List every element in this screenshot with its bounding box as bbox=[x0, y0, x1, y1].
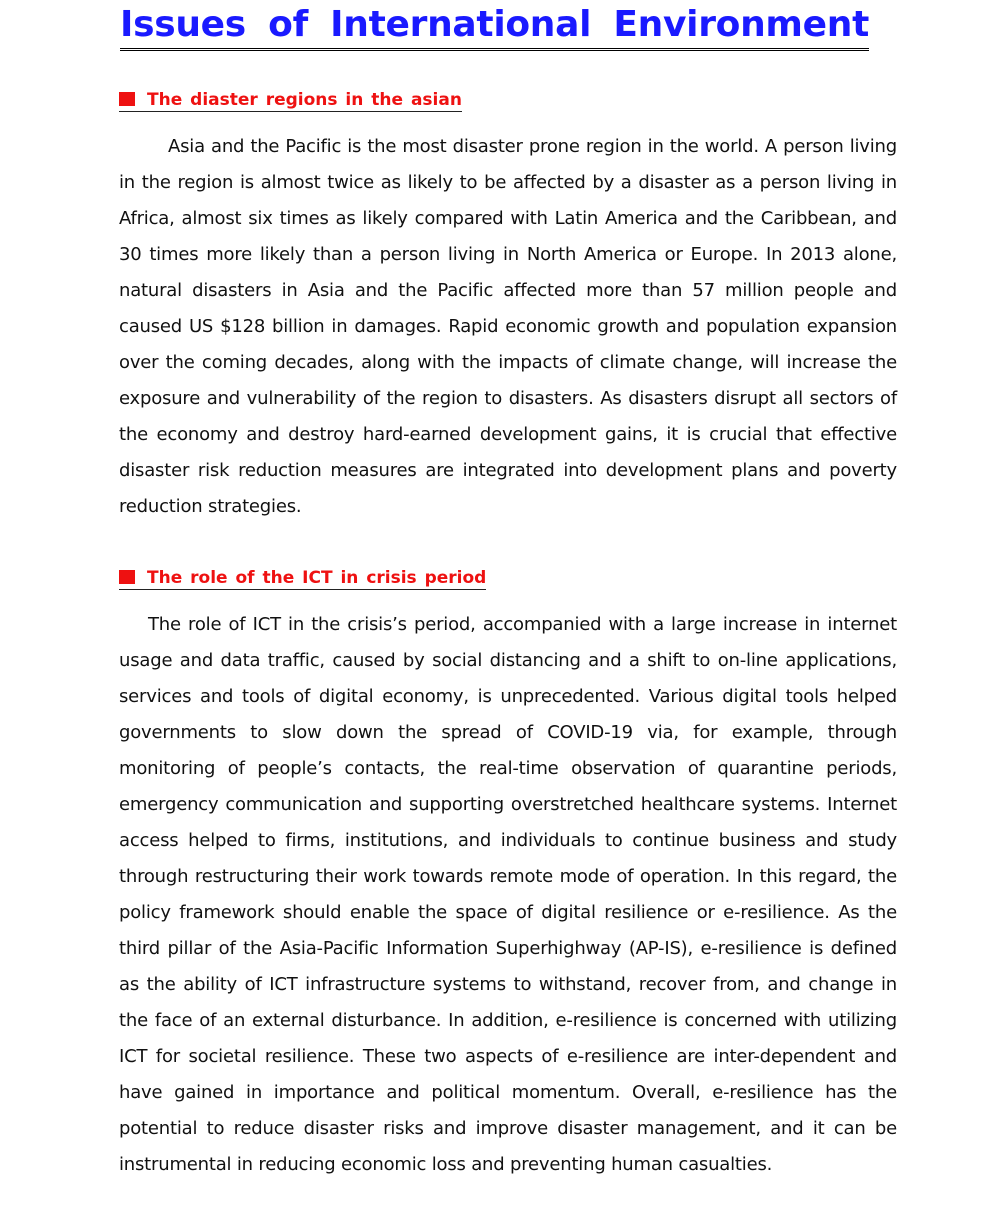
section-heading-text: The diaster regions in the asian bbox=[147, 90, 462, 110]
section-heading-text: The role of the ICT in crisis period bbox=[147, 568, 487, 588]
section-heading-ict-role bbox=[119, 567, 486, 590]
page-title: Issues of International Environment bbox=[120, 2, 869, 51]
section-body-disaster-regions: Asia and the Pacific is the most disaster prone region in the world. A person living in the region is almost twice as likely to be affected by a disaster as a person living in Africa, almost six times as likely compared with Latin America and the Caribbean, and 30 times more likely than a person living in North America or Europe. In 2013 alone, natural disasters in Asia and the Pacific affected more than 57 million people and caused US $128 billion in damages. Rapid economic growth and population expansion over the coming decades, along with the impacts of climate change, will increase the exposure and vulnerability of the region to disasters. As disasters disrupt all sectors of the economy and destroy hard-earned development gains, it is crucial that effective disaster risk reduction measures are integrated into development plans and poverty reduction strategies. bbox=[119, 136, 897, 517]
title-container bbox=[0, 2, 989, 51]
red-square-bullet-icon bbox=[119, 92, 135, 106]
section-body-ict-role: The role of ICT in the crisis’s period, accompanied with a large increase in internet usage and data traffic, caused by social distancing and a shift to on-line applications, services and tools of digital economy, is unprecedented. Various digital tools helped governments to slow down the spread of COVID-19 via, for example, through monitoring of people’s contacts, the real-time observation of quarantine periods, emergency communication and supporting overstretched healthcare systems. Internet access helped to firms, institutions, and individuals to continue business and study through restructuring their work towards remote mode of operation. In this regard, the policy framework should enable the space of digital resilience or e-resilience. As the third pillar of the Asia-Pacific Information Superhighway (AP-IS), e-resilience is defined as the ability of ICT infrastructure systems to withstand, recover from, and change in the face of an external disturbance. In addition, e-resilience is concerned with utilizing ICT for societal resilience. These two aspects of e-resilience are inter-dependent and have gained in importance and political momentum. Overall, e-resilience has the potential to reduce disaster risks and improve disaster management, and it can be instrumental in reducing economic loss and preventing human casualties. bbox=[119, 614, 897, 1175]
red-square-bullet-icon bbox=[119, 570, 135, 584]
section-heading-disaster-regions bbox=[119, 89, 462, 112]
